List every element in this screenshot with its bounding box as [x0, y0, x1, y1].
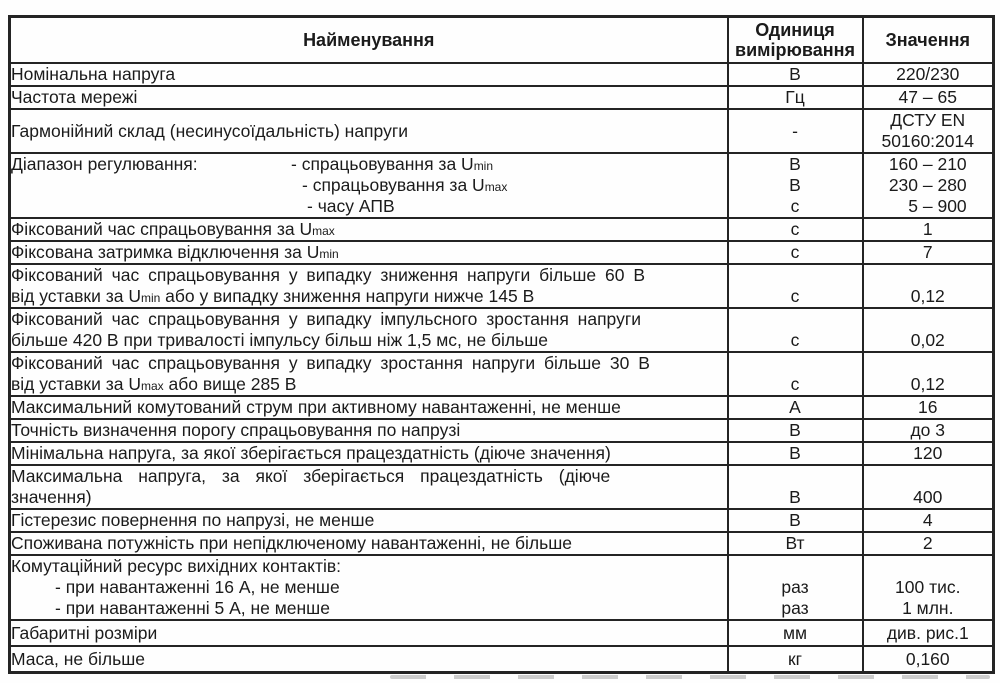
- spec-unit-cell: [728, 218, 863, 241]
- spec-name-cell: [10, 646, 728, 673]
- subscript-text: max: [312, 224, 335, 238]
- spec-unit-cell: [728, 264, 863, 308]
- spec-name-cell: [10, 419, 728, 442]
- spec-value-line: 47 – 65: [898, 87, 957, 107]
- spec-unit-cell: [728, 396, 863, 419]
- spec-unit-line: [729, 353, 862, 374]
- table-row: [10, 419, 994, 442]
- spec-unit-line: раз: [781, 577, 809, 597]
- spec-unit-line: с: [790, 242, 800, 262]
- spec-value-cell: [863, 442, 994, 465]
- subscript-text: min: [319, 247, 339, 261]
- spec-value-line: [864, 265, 993, 286]
- spec-unit-cell: [728, 63, 863, 86]
- spec-value-cell: [863, 419, 994, 442]
- spec-unit-line: В: [789, 443, 801, 463]
- spec-value-line: див. рис.1: [886, 623, 969, 643]
- header-name: Найменування: [10, 17, 728, 64]
- table-row: [10, 63, 994, 86]
- spec-value-line: [864, 353, 993, 374]
- spec-name-line: Частота мережі: [11, 87, 138, 107]
- subscript-text: min: [140, 291, 161, 305]
- spec-name-line: більше 420 В при тривалості імпульсу більш ніж 1,5 мс, не більше: [11, 330, 549, 350]
- table-row: [10, 86, 994, 109]
- spec-unit-line: кг: [787, 649, 803, 669]
- spec-name-line: Максимальна напруга, за якої зберігається працездатність (діюче: [11, 466, 611, 486]
- table-row: [10, 241, 994, 264]
- spec-value-line: 0,160: [905, 649, 950, 669]
- table-row: [10, 352, 994, 396]
- spec-name-cell: [10, 532, 728, 555]
- spec-value-line: 100 тис.: [895, 577, 961, 597]
- spec-value-cell: [863, 555, 994, 620]
- spec-value-cell: [863, 396, 994, 419]
- table-row: [10, 465, 994, 509]
- spec-name-cell: [10, 264, 728, 308]
- spec-unit-line: -: [792, 120, 798, 141]
- spec-unit-line: с: [790, 286, 800, 306]
- spec-unit-line: [729, 309, 862, 330]
- spec-unit-cell: [728, 620, 863, 646]
- spec-name-line: Точність визначення порогу спрацьовування по напрузі: [11, 420, 461, 440]
- spec-value-line: 1: [922, 219, 933, 239]
- table-row: [10, 620, 994, 646]
- spec-name-cell: [10, 308, 728, 352]
- spec-value-cell: [863, 63, 994, 86]
- spec-value-cell: [863, 264, 994, 308]
- spec-name-line: Маса, не більше: [11, 649, 145, 669]
- spec-name-cell: [10, 86, 728, 109]
- table-row: [10, 442, 994, 465]
- spec-unit-cell: [728, 442, 863, 465]
- spec-unit-line: В: [789, 420, 801, 440]
- spec-name-line: Комутаційний ресурс вихідних контактів:: [11, 556, 342, 576]
- spec-unit-cell: [728, 646, 863, 673]
- spec-unit-line: [729, 466, 862, 487]
- spec-value-line: [864, 466, 993, 487]
- table-row: [10, 308, 994, 352]
- spec-name-line: Фіксований час спрацьовування за Umax: [11, 219, 335, 239]
- spec-name-line: Номінальна напруга: [11, 64, 176, 84]
- spec-name-line: від уставки за Umax або вище 285 В: [11, 374, 297, 394]
- spec-unit-cell: [728, 109, 863, 153]
- spec-unit-line: [729, 265, 862, 286]
- spec-name-line: Споживана потужність при непідключеному навантаженні, не більше: [11, 533, 573, 553]
- spec-value-cell: [863, 352, 994, 396]
- spec-unit-cell: [728, 555, 863, 620]
- spec-unit-cell: [728, 509, 863, 532]
- spec-unit-cell: [728, 532, 863, 555]
- spec-value-line: 1 млн.: [902, 598, 954, 618]
- spec-name-cell: [10, 555, 728, 620]
- table-row: [10, 646, 994, 673]
- spec-unit-line: В: [789, 175, 801, 195]
- spec-value-line: 16: [918, 397, 938, 417]
- spec-name-line: Фіксований час спрацьовування у випадку зниження напруги більше 60 В: [11, 265, 646, 285]
- spec-name-line: Максимальний комутований струм при активному навантаженні, не менше: [11, 397, 621, 417]
- spec-name-line: - спрацьовування за Umax: [302, 175, 508, 195]
- spec-unit-line: В: [789, 154, 801, 174]
- spec-unit-line: раз: [781, 598, 809, 618]
- spec-value-line: [864, 556, 993, 577]
- spec-value-cell: [863, 153, 994, 218]
- spec-name-line: значення): [11, 487, 92, 507]
- spec-unit-line: В: [789, 510, 801, 530]
- spec-name-cell: [10, 620, 728, 646]
- spec-unit-line: с: [790, 196, 800, 216]
- table-row: [10, 109, 994, 153]
- table-row: [10, 396, 994, 419]
- spec-name-cell: [10, 63, 728, 86]
- spec-unit-cell: [728, 465, 863, 509]
- header-unit: Одиниця вимірювання: [728, 17, 863, 64]
- spec-name-line: Мінімальна напруга, за якої зберігається працездатність (діюче значення): [11, 443, 611, 463]
- spec-name-line: Гістерезис повернення по напрузі, не менше: [11, 510, 375, 530]
- table-row: [10, 264, 994, 308]
- spec-value-line: ДСТУ EN: [890, 110, 966, 130]
- table-row: [10, 509, 994, 532]
- spec-value-line: 5 – 900: [908, 196, 967, 216]
- header-value: Значення: [863, 17, 994, 64]
- spec-name-line: - при навантаженні 5 А, не менше: [55, 598, 330, 618]
- table-row: [10, 555, 994, 620]
- spec-name-line: від уставки за Umin або у випадку зниження напруги нижче 145 В: [11, 286, 535, 306]
- spec-value-cell: [863, 109, 994, 153]
- spec-name-line: Гармонійний склад (несинусоїдальність) напруги: [11, 120, 408, 141]
- spec-value-line: 400: [913, 487, 943, 507]
- spec-name-line: Діапазон регулювання: - спрацьовування за Umin: [11, 154, 494, 174]
- header-row: [10, 17, 994, 64]
- spec-value-cell: [863, 646, 994, 673]
- spec-name-cell: [10, 109, 728, 153]
- spec-unit-line: с: [790, 219, 800, 239]
- spec-value-cell: [863, 532, 994, 555]
- spec-name-cell: [10, 218, 728, 241]
- spec-value-line: 0,12: [910, 374, 945, 394]
- spec-name-line: Фіксована затримка відключення за Umin: [11, 242, 339, 262]
- spec-value-line: 0,02: [910, 330, 945, 350]
- spec-value-cell: [863, 465, 994, 509]
- specs-table-header: [10, 17, 994, 64]
- table-row: [10, 218, 994, 241]
- scan-artifact-strip: [390, 675, 990, 679]
- table-row: [10, 153, 994, 218]
- spec-name-line: Габаритні розміри: [11, 623, 158, 643]
- spec-value-line: 160 – 210: [888, 154, 967, 174]
- spec-name-cell: [10, 352, 728, 396]
- spec-unit-line: [729, 556, 862, 577]
- spec-unit-cell: [728, 153, 863, 218]
- spec-name-cell: [10, 241, 728, 264]
- spec-unit-line: В: [789, 64, 801, 84]
- spec-value-line: [864, 309, 993, 330]
- spec-value-cell: [863, 620, 994, 646]
- spec-value-cell: [863, 241, 994, 264]
- spec-name-cell: [10, 465, 728, 509]
- spec-unit-line: с: [790, 330, 800, 350]
- spec-name-cell: [10, 396, 728, 419]
- value-group: [889, 154, 967, 217]
- specs-table-body: [10, 63, 994, 673]
- spec-value-cell: [863, 218, 994, 241]
- spec-value-line: 50160:2014: [881, 131, 974, 151]
- subscript-text: max: [140, 379, 164, 393]
- spec-unit-line: В: [789, 487, 801, 507]
- subscript-text: min: [473, 159, 494, 173]
- spec-unit-line: Гц: [785, 87, 805, 107]
- spec-unit-cell: [728, 352, 863, 396]
- spec-value-line: 230 – 280: [888, 175, 967, 195]
- spec-value-cell: [863, 86, 994, 109]
- spec-unit-line: мм: [782, 623, 808, 643]
- spec-value-cell: [863, 308, 994, 352]
- spec-value-line: 120: [913, 443, 943, 463]
- spec-name-line: - часу АПВ: [307, 196, 395, 216]
- spec-name-line: Фіксований час спрацьовування у випадку імпульсного зростання напруги: [11, 309, 641, 329]
- spec-name-cell: [10, 153, 728, 218]
- spec-value-line: 4: [922, 510, 933, 530]
- spec-name-cell: [10, 442, 728, 465]
- table-row: [10, 532, 994, 555]
- spec-unit-cell: [728, 308, 863, 352]
- spec-name-line: Фіксований час спрацьовування у випадку зростання напруги більше 30 В: [11, 353, 650, 373]
- specs-table: [8, 15, 995, 674]
- spec-unit-cell: [728, 86, 863, 109]
- spec-name-cell: [10, 509, 728, 532]
- spec-unit-line: А: [789, 397, 801, 417]
- spec-name-line: - при навантаженні 16 А, не менше: [55, 577, 340, 597]
- spec-unit-cell: [728, 419, 863, 442]
- spec-unit-line: с: [790, 374, 800, 394]
- spec-value-line: 220/230: [896, 64, 960, 84]
- spec-value-line: до 3: [910, 420, 946, 440]
- spec-unit-line: Вт: [785, 533, 805, 553]
- spec-value-line: 2: [922, 533, 933, 553]
- spec-value-line: 0,12: [910, 286, 945, 306]
- spec-value-cell: [863, 509, 994, 532]
- spec-unit-cell: [728, 241, 863, 264]
- spec-value-line: 7: [922, 242, 933, 262]
- subscript-text: max: [484, 180, 508, 194]
